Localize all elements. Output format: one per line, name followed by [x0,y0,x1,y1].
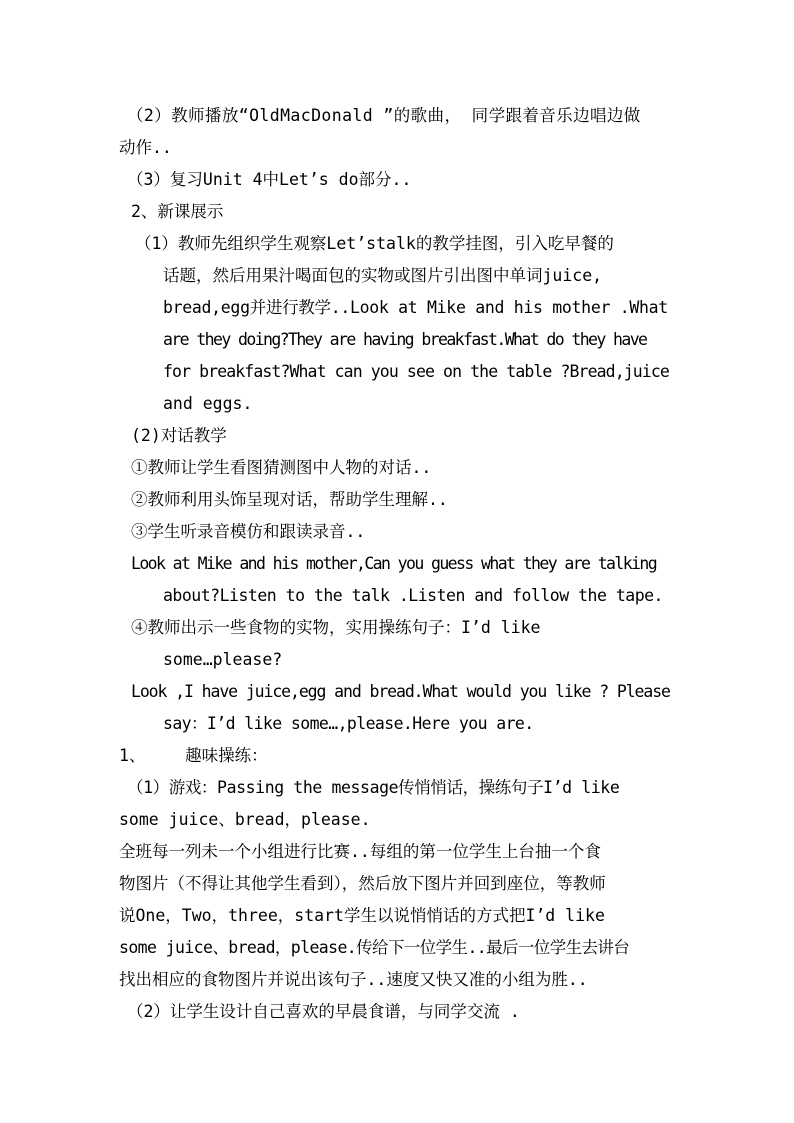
text-line: 说One，Two，three，start学生以说悄悄话的方式把I’d like [119,906,605,925]
text-line: 动作.. [119,138,172,157]
list-item: ④教师出示一些食物的实物，实用操练句子：I’d like [131,618,541,637]
new-lesson-step-1: （1）教师先组织学生观察Let’stalk的教学挂图，引入吃早餐的 [135,234,614,253]
text-line: some…please? [163,650,283,669]
text-line: about?Listen to the talk .Listen and follow the tape. [163,586,663,605]
list-item: ③学生听录音模仿和跟读录音.. [131,522,366,541]
list-item: ①教师让学生看图猜测图中人物的对话.. [131,458,432,477]
text-line: say：I’d like some…,please.Here you are. [163,714,534,733]
step-2-instruction: （2）教师播放“OldMacDonald ”的歌曲， 同学跟着音乐边唱边做 [127,106,641,125]
text-line: 全班每一列未一个小组进行比赛..每组的第一位学生上台抽一个食 [119,842,601,861]
game-step-2: （2）让学生设计自己喜欢的早晨食谱，与同学交流 . [127,1002,520,1021]
section-heading: 1、 趣味操练： [119,746,268,765]
list-item: ②教师利用头饰呈现对话，帮助学生理解.. [131,490,448,509]
text-line: some juice、bread，please.传给下一位学生..最后一位学生去讲台 [119,938,630,957]
text-line: bread,egg并进行教学..Look at Mike and his mother .What [163,298,668,317]
subsection-heading: (2)对话教学 [131,426,227,445]
section-heading: 2、新课展示 [131,202,224,221]
text-line: and eggs. [163,394,253,413]
text-line: for breakfast?What can you see on the table ?Bread,juice [163,362,669,381]
text-line: Look ,I have juice,egg and bread.What would you like ? Please [131,682,670,701]
text-line: Look at Mike and his mother,Can you guess what they are talking [131,554,657,573]
step-3-instruction: （3）复习Unit 4中Let’s do部分.. [127,170,412,189]
text-line: 物图片（不得让其他学生看到），然后放下图片并回到座位，等教师 [119,874,606,893]
text-line: are they doing?They are having breakfast.What do they have [163,330,647,349]
game-step-1: （1）游戏：Passing the message传悄悄话，操练句子I’d like [127,778,620,797]
text-line: 话题，然后用果汁喝面包的实物或图片引出图中单词juice, [163,266,603,285]
text-line: 找出相应的食物图片并说出该句子..速度又快又准的小组为胜.. [119,970,588,989]
text-line: some juice、bread，please. [119,810,371,829]
